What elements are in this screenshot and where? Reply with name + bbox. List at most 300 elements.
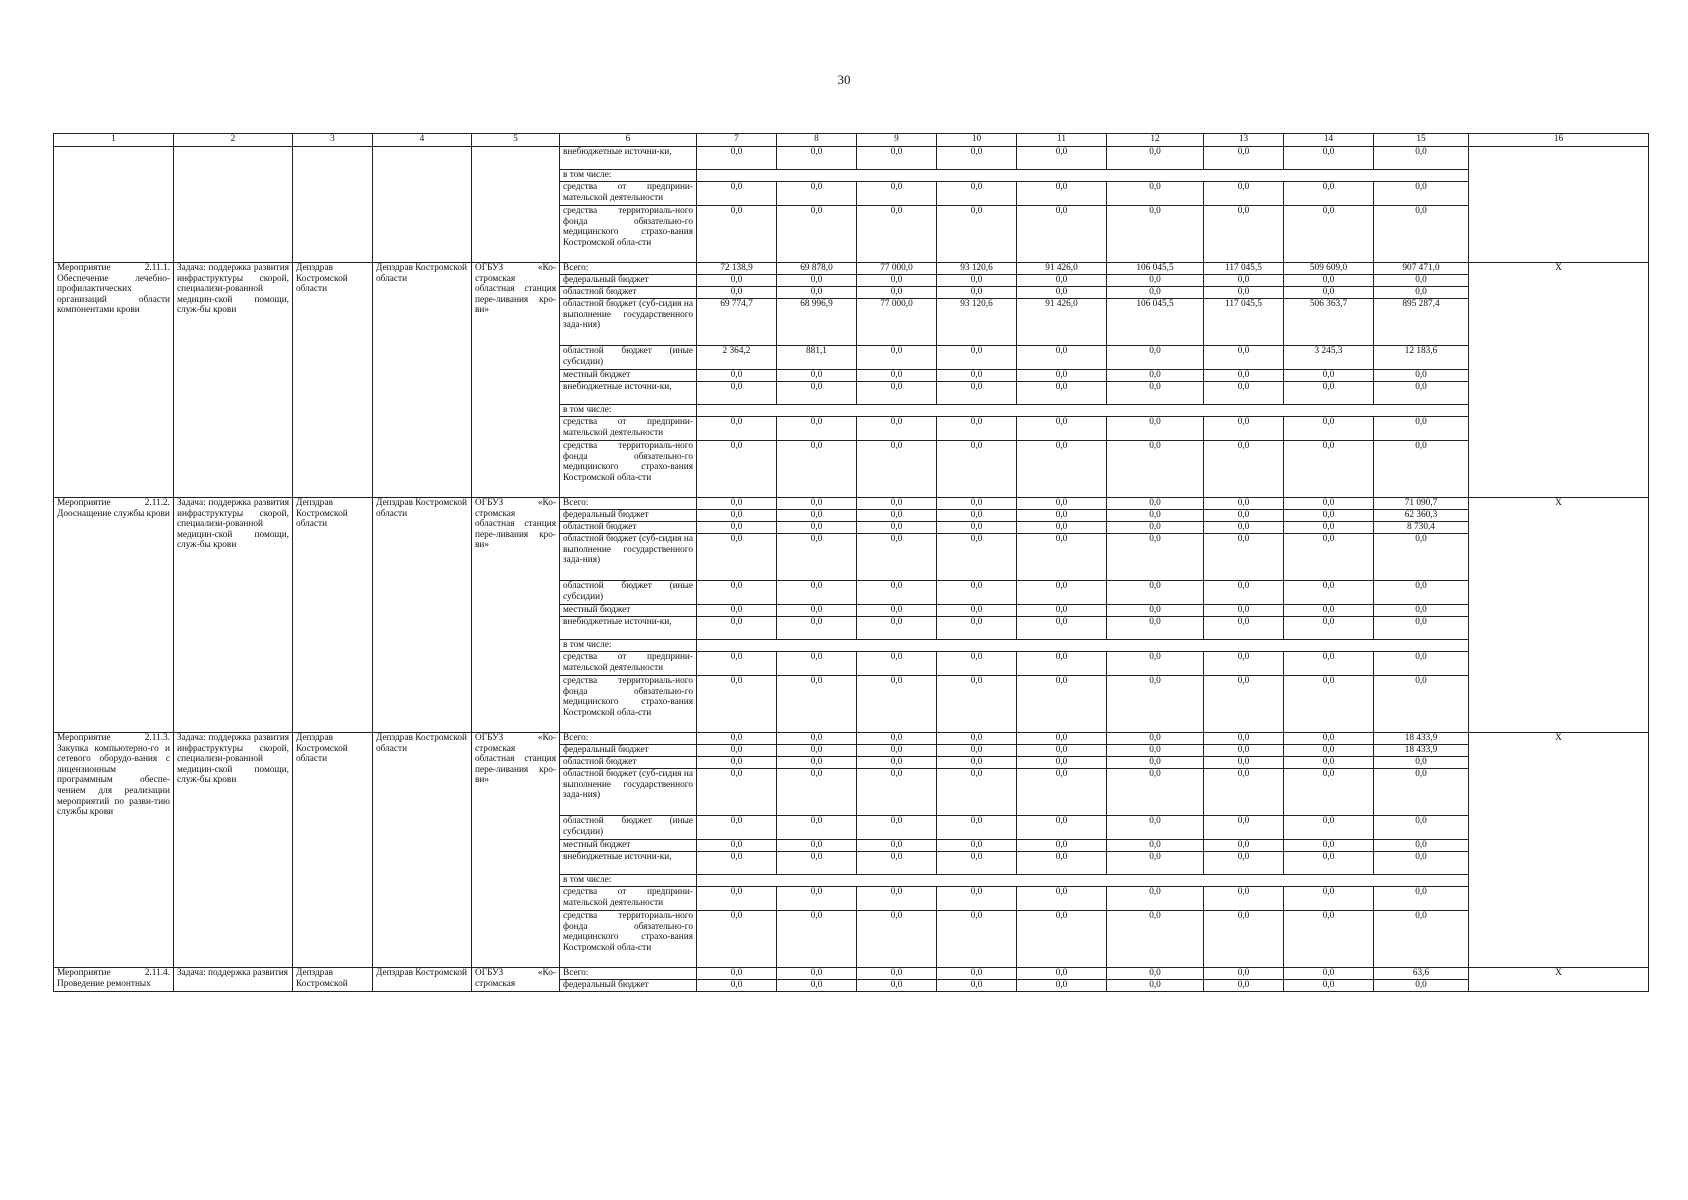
value-cell: 0,0 bbox=[697, 534, 777, 581]
continuation-blank bbox=[54, 147, 174, 263]
column-number: 5 bbox=[472, 134, 560, 147]
value-cell: 117 045,5 bbox=[1204, 299, 1284, 346]
value-cell: 0,0 bbox=[777, 370, 857, 382]
value-cell: 0,0 bbox=[937, 346, 1017, 370]
value-cell: 93 120,6 bbox=[937, 263, 1017, 275]
value-cell: 0,0 bbox=[1107, 441, 1204, 498]
measure-title: Мероприятие 2.11.1. Обеспечение лечебно-профилактических организаций области компонентами крови bbox=[54, 263, 174, 498]
continuation-blank bbox=[373, 147, 472, 263]
continuation-blank bbox=[293, 147, 373, 263]
value-cell: 0,0 bbox=[1284, 441, 1374, 498]
source-label: областной бюджет (иные субсидии) bbox=[560, 581, 697, 605]
value-cell: 0,0 bbox=[1107, 534, 1204, 581]
value-cell: 0,0 bbox=[1284, 852, 1374, 875]
value-cell: 0,0 bbox=[777, 182, 857, 206]
value-cell: 0,0 bbox=[777, 733, 857, 745]
value-cell: 0,0 bbox=[1017, 968, 1107, 980]
value-cell: 0,0 bbox=[937, 370, 1017, 382]
value-cell: 0,0 bbox=[1107, 887, 1204, 911]
source-label: областной бюджет (суб-сидия на выполнение государственного зада-ния) bbox=[560, 299, 697, 346]
value-cell: 117 045,5 bbox=[1204, 263, 1284, 275]
value-cell: 0,0 bbox=[697, 887, 777, 911]
column-number: 8 bbox=[777, 134, 857, 147]
source-label: местный бюджет bbox=[560, 370, 697, 382]
value-cell: 0,0 bbox=[1204, 676, 1284, 733]
value-cell: 0,0 bbox=[1204, 757, 1284, 769]
value-cell: 0,0 bbox=[1107, 652, 1204, 676]
source-label: внебюджетные источни-ки, bbox=[560, 147, 697, 170]
value-cell: 3 245,3 bbox=[1284, 346, 1374, 370]
column-number: 7 bbox=[697, 134, 777, 147]
value-cell: 0,0 bbox=[1107, 980, 1204, 992]
value-cell: 0,0 bbox=[857, 417, 937, 441]
value-cell: 77 000,0 bbox=[857, 263, 937, 275]
value-cell: 0,0 bbox=[857, 510, 937, 522]
value-cell: 0,0 bbox=[1284, 206, 1374, 263]
page-number: 30 bbox=[837, 72, 851, 87]
empty-values bbox=[697, 170, 1469, 182]
value-cell: 0,0 bbox=[1017, 498, 1107, 510]
value-cell: 0,0 bbox=[1017, 522, 1107, 534]
column-number: 11 bbox=[1017, 134, 1107, 147]
value-cell: 0,0 bbox=[777, 206, 857, 263]
value-cell: 0,0 bbox=[1017, 652, 1107, 676]
value-cell: 77 000,0 bbox=[857, 299, 937, 346]
value-cell: 0,0 bbox=[1284, 887, 1374, 911]
value-cell: 106 045,5 bbox=[1107, 263, 1204, 275]
column-number: 6 bbox=[560, 134, 697, 147]
value-cell: 0,0 bbox=[1107, 852, 1204, 875]
value-cell: 0,0 bbox=[1204, 980, 1284, 992]
value-cell: 0,0 bbox=[857, 382, 937, 405]
value-cell: 0,0 bbox=[1204, 275, 1284, 287]
value-cell: 0,0 bbox=[1107, 968, 1204, 980]
value-cell: 0,0 bbox=[857, 840, 937, 852]
value-cell: 0,0 bbox=[1107, 911, 1204, 968]
value-cell: 0,0 bbox=[1107, 382, 1204, 405]
value-cell: 0,0 bbox=[697, 769, 777, 816]
value-cell: 0,0 bbox=[1017, 852, 1107, 875]
value-cell: 0,0 bbox=[1284, 745, 1374, 757]
measure-col16: Х bbox=[1469, 733, 1649, 968]
value-cell: 0,0 bbox=[1284, 605, 1374, 617]
source-label: Всего: bbox=[560, 968, 697, 980]
value-cell: 0,0 bbox=[777, 498, 857, 510]
value-cell: 0,0 bbox=[697, 522, 777, 534]
value-cell: 0,0 bbox=[1204, 840, 1284, 852]
value-cell: 0,0 bbox=[1017, 275, 1107, 287]
value-cell: 0,0 bbox=[857, 968, 937, 980]
value-cell: 0,0 bbox=[697, 417, 777, 441]
value-cell: 0,0 bbox=[697, 605, 777, 617]
value-cell: 0,0 bbox=[1374, 757, 1469, 769]
column-number: 3 bbox=[293, 134, 373, 147]
value-cell: 0,0 bbox=[1374, 605, 1469, 617]
measure-col16: Х bbox=[1469, 968, 1649, 992]
measure-responsible: Депздрав Костромской области bbox=[293, 263, 373, 498]
value-cell: 0,0 bbox=[1204, 522, 1284, 534]
value-cell: 0,0 bbox=[1107, 287, 1204, 299]
value-cell: 0,0 bbox=[697, 652, 777, 676]
measure-responsible: Депздрав Костромской bbox=[293, 968, 373, 992]
column-number: 9 bbox=[857, 134, 937, 147]
value-cell: 0,0 bbox=[1107, 275, 1204, 287]
value-cell: 0,0 bbox=[937, 887, 1017, 911]
value-cell: 0,0 bbox=[777, 382, 857, 405]
value-cell: 509 609,0 bbox=[1284, 263, 1374, 275]
value-cell: 0,0 bbox=[857, 206, 937, 263]
measure-responsible: Депздрав Костромской области bbox=[293, 733, 373, 968]
value-cell: 0,0 bbox=[1284, 534, 1374, 581]
value-cell: 0,0 bbox=[1017, 980, 1107, 992]
value-cell: 0,0 bbox=[1374, 275, 1469, 287]
value-cell: 0,0 bbox=[1284, 652, 1374, 676]
value-cell: 0,0 bbox=[1204, 769, 1284, 816]
value-cell: 506 363,7 bbox=[1284, 299, 1374, 346]
value-cell: 69 878,0 bbox=[777, 263, 857, 275]
value-cell: 0,0 bbox=[697, 852, 777, 875]
value-cell: 0,0 bbox=[1284, 498, 1374, 510]
value-cell: 0,0 bbox=[1107, 733, 1204, 745]
value-cell: 0,0 bbox=[937, 605, 1017, 617]
value-cell: 0,0 bbox=[1204, 147, 1284, 170]
column-number: 4 bbox=[373, 134, 472, 147]
value-cell: 0,0 bbox=[1204, 733, 1284, 745]
source-label: средства территориаль-ного фонда обязательно-го медицинского страхо-вания Костромской обла-сти bbox=[560, 911, 697, 968]
source-label: в том числе: bbox=[560, 640, 697, 652]
value-cell: 0,0 bbox=[1284, 510, 1374, 522]
value-cell: 93 120,6 bbox=[937, 299, 1017, 346]
source-label: средства от предприни-мательской деятельности bbox=[560, 182, 697, 206]
value-cell: 0,0 bbox=[1017, 147, 1107, 170]
value-cell: 0,0 bbox=[857, 441, 937, 498]
source-label: Всего: bbox=[560, 498, 697, 510]
value-cell: 91 426,0 bbox=[1017, 299, 1107, 346]
measure-col16: Х bbox=[1469, 498, 1649, 733]
measure-coexecutor: Депздрав Костромской области bbox=[373, 263, 472, 498]
value-cell: 0,0 bbox=[937, 652, 1017, 676]
value-cell: 0,0 bbox=[1017, 757, 1107, 769]
value-cell: 0,0 bbox=[1374, 652, 1469, 676]
value-cell: 0,0 bbox=[1374, 617, 1469, 640]
value-cell: 8 730,4 bbox=[1374, 522, 1469, 534]
measure-responsible: Депздрав Костромской области bbox=[293, 498, 373, 733]
measure-row bbox=[54, 968, 1649, 980]
measure-institution: ОГБУЗ «Ко-стромская bbox=[472, 968, 560, 992]
value-cell: 0,0 bbox=[857, 346, 937, 370]
column-number: 12 bbox=[1107, 134, 1204, 147]
source-label: внебюджетные источни-ки, bbox=[560, 382, 697, 405]
source-label: в том числе: bbox=[560, 405, 697, 417]
value-cell: 0,0 bbox=[1374, 887, 1469, 911]
value-cell: 0,0 bbox=[777, 911, 857, 968]
value-cell: 0,0 bbox=[1284, 676, 1374, 733]
value-cell: 0,0 bbox=[937, 147, 1017, 170]
value-cell: 0,0 bbox=[1017, 581, 1107, 605]
measure-title: Мероприятие 2.11.2. Дооснащение службы крови bbox=[54, 498, 174, 733]
value-cell: 0,0 bbox=[1107, 182, 1204, 206]
value-cell: 0,0 bbox=[777, 968, 857, 980]
value-cell: 0,0 bbox=[937, 382, 1017, 405]
measure-title: Мероприятие 2.11.3. Закупка компьютерно-го и сетевого оборудо-вания с лицензионным программным обеспе-чением для реализации мероприятий по разви-тию службы крови bbox=[54, 733, 174, 968]
value-cell: 0,0 bbox=[937, 441, 1017, 498]
value-cell: 0,0 bbox=[857, 534, 937, 581]
value-cell: 0,0 bbox=[1204, 510, 1284, 522]
value-cell: 0,0 bbox=[777, 840, 857, 852]
value-cell: 0,0 bbox=[777, 652, 857, 676]
value-cell: 0,0 bbox=[1284, 182, 1374, 206]
value-cell: 0,0 bbox=[937, 206, 1017, 263]
value-cell: 907 471,0 bbox=[1374, 263, 1469, 275]
value-cell: 0,0 bbox=[1374, 206, 1469, 263]
value-cell: 0,0 bbox=[1107, 745, 1204, 757]
value-cell: 0,0 bbox=[1017, 911, 1107, 968]
source-label: средства территориаль-ного фонда обязательно-го медицинского страхо-вания Костромской обла-сти bbox=[560, 441, 697, 498]
value-cell: 0,0 bbox=[777, 617, 857, 640]
value-cell: 0,0 bbox=[857, 147, 937, 170]
measure-institution: ОГБУЗ «Ко-стромская областная станция пере-ливания кро-ви» bbox=[472, 733, 560, 968]
value-cell: 0,0 bbox=[1107, 676, 1204, 733]
source-label: областной бюджет (иные субсидии) bbox=[560, 816, 697, 840]
source-label: местный бюджет bbox=[560, 840, 697, 852]
column-number: 1 bbox=[54, 134, 174, 147]
value-cell: 0,0 bbox=[1107, 417, 1204, 441]
value-cell: 0,0 bbox=[1284, 275, 1374, 287]
source-label: областной бюджет bbox=[560, 287, 697, 299]
value-cell: 0,0 bbox=[937, 968, 1017, 980]
value-cell: 0,0 bbox=[777, 534, 857, 581]
source-label: местный бюджет bbox=[560, 605, 697, 617]
measure-institution: ОГБУЗ «Ко-стромская областная станция пере-ливания кро-ви» bbox=[472, 498, 560, 733]
value-cell: 0,0 bbox=[1374, 417, 1469, 441]
source-label: средства от предприни-мательской деятельности bbox=[560, 417, 697, 441]
header-row bbox=[54, 134, 1649, 147]
measure-task: Задача: поддержка развития инфраструктуры скорой, специализи-рованной медицин-ской помощи, служ-бы крови bbox=[174, 498, 293, 733]
value-cell: 0,0 bbox=[937, 676, 1017, 733]
value-cell: 0,0 bbox=[1017, 206, 1107, 263]
value-cell: 0,0 bbox=[1204, 382, 1284, 405]
value-cell: 0,0 bbox=[777, 147, 857, 170]
empty-values bbox=[697, 640, 1469, 652]
value-cell: 0,0 bbox=[937, 852, 1017, 875]
column-number: 16 bbox=[1469, 134, 1649, 147]
measure-row bbox=[54, 498, 1649, 510]
value-cell: 69 774,7 bbox=[697, 299, 777, 346]
value-cell: 0,0 bbox=[1284, 757, 1374, 769]
value-cell: 0,0 bbox=[1204, 370, 1284, 382]
value-cell: 0,0 bbox=[937, 733, 1017, 745]
continuation-col16 bbox=[1469, 147, 1649, 263]
value-cell: 0,0 bbox=[937, 745, 1017, 757]
value-cell: 0,0 bbox=[937, 510, 1017, 522]
value-cell: 0,0 bbox=[1284, 417, 1374, 441]
value-cell: 0,0 bbox=[697, 980, 777, 992]
value-cell: 0,0 bbox=[857, 581, 937, 605]
column-number: 10 bbox=[937, 134, 1017, 147]
source-label: областной бюджет (иные субсидии) bbox=[560, 346, 697, 370]
value-cell: 0,0 bbox=[1374, 534, 1469, 581]
value-cell: 0,0 bbox=[1284, 522, 1374, 534]
value-cell: 0,0 bbox=[1284, 733, 1374, 745]
value-cell: 0,0 bbox=[1374, 441, 1469, 498]
value-cell: 0,0 bbox=[857, 522, 937, 534]
value-cell: 0,0 bbox=[1204, 441, 1284, 498]
measure-institution: ОГБУЗ «Ко-стромская областная станция пере-ливания кро-ви» bbox=[472, 263, 560, 498]
value-cell: 0,0 bbox=[1107, 147, 1204, 170]
source-label: внебюджетные источни-ки, bbox=[560, 852, 697, 875]
value-cell: 0,0 bbox=[937, 617, 1017, 640]
measure-task: Задача: поддержка развития инфраструктуры скорой, специализи-рованной медицин-ской помощи, служ-бы крови bbox=[174, 733, 293, 968]
value-cell: 0,0 bbox=[1017, 534, 1107, 581]
value-cell: 0,0 bbox=[697, 370, 777, 382]
value-cell: 0,0 bbox=[1107, 522, 1204, 534]
value-cell: 0,0 bbox=[857, 745, 937, 757]
value-cell: 0,0 bbox=[1204, 605, 1284, 617]
measure-coexecutor: Депздрав Костромской области bbox=[373, 733, 472, 968]
value-cell: 0,0 bbox=[1107, 498, 1204, 510]
value-cell: 881,1 bbox=[777, 346, 857, 370]
value-cell: 0,0 bbox=[1107, 370, 1204, 382]
value-cell: 0,0 bbox=[1204, 346, 1284, 370]
value-cell: 0,0 bbox=[1374, 769, 1469, 816]
source-label: федеральный бюджет bbox=[560, 275, 697, 287]
value-cell: 0,0 bbox=[1107, 757, 1204, 769]
value-cell: 0,0 bbox=[1204, 287, 1284, 299]
value-cell: 0,0 bbox=[857, 816, 937, 840]
value-cell: 0,0 bbox=[1374, 147, 1469, 170]
empty-values bbox=[697, 405, 1469, 417]
value-cell: 0,0 bbox=[1374, 382, 1469, 405]
value-cell: 68 996,9 bbox=[777, 299, 857, 346]
value-cell: 0,0 bbox=[697, 911, 777, 968]
value-cell: 0,0 bbox=[777, 769, 857, 816]
value-cell: 0,0 bbox=[857, 887, 937, 911]
measure-coexecutor: Депздрав Костромской области bbox=[373, 498, 472, 733]
column-number: 13 bbox=[1204, 134, 1284, 147]
value-cell: 0,0 bbox=[857, 275, 937, 287]
value-cell: 0,0 bbox=[1204, 852, 1284, 875]
source-label: областной бюджет bbox=[560, 757, 697, 769]
value-cell: 0,0 bbox=[1017, 510, 1107, 522]
value-cell: 0,0 bbox=[1374, 840, 1469, 852]
value-cell: 0,0 bbox=[1204, 182, 1284, 206]
value-cell: 0,0 bbox=[937, 417, 1017, 441]
value-cell: 0,0 bbox=[697, 745, 777, 757]
value-cell: 0,0 bbox=[937, 522, 1017, 534]
value-cell: 0,0 bbox=[777, 816, 857, 840]
value-cell: 0,0 bbox=[697, 182, 777, 206]
value-cell: 0,0 bbox=[777, 287, 857, 299]
source-label: Всего: bbox=[560, 733, 697, 745]
value-cell: 0,0 bbox=[1284, 147, 1374, 170]
continuation-row bbox=[54, 147, 1649, 170]
value-cell: 0,0 bbox=[697, 206, 777, 263]
value-cell: 0,0 bbox=[1374, 852, 1469, 875]
source-label: средства территориаль-ного фонда обязательно-го медицинского страхо-вания Костромской обла-сти bbox=[560, 676, 697, 733]
value-cell: 0,0 bbox=[1017, 417, 1107, 441]
value-cell: 0,0 bbox=[1284, 840, 1374, 852]
continuation-blank bbox=[472, 147, 560, 263]
value-cell: 106 045,5 bbox=[1107, 299, 1204, 346]
value-cell: 0,0 bbox=[1204, 206, 1284, 263]
value-cell: 0,0 bbox=[1017, 769, 1107, 816]
value-cell: 0,0 bbox=[937, 769, 1017, 816]
value-cell: 0,0 bbox=[697, 840, 777, 852]
value-cell: 0,0 bbox=[1284, 769, 1374, 816]
measure-row bbox=[54, 733, 1649, 745]
source-label: областной бюджет bbox=[560, 522, 697, 534]
value-cell: 0,0 bbox=[1204, 417, 1284, 441]
value-cell: 0,0 bbox=[1374, 182, 1469, 206]
value-cell: 0,0 bbox=[857, 287, 937, 299]
measure-title: Мероприятие 2.11.4. Проведение ремонтных bbox=[54, 968, 174, 992]
value-cell: 0,0 bbox=[857, 769, 937, 816]
value-cell: 0,0 bbox=[1284, 816, 1374, 840]
value-cell: 0,0 bbox=[937, 757, 1017, 769]
value-cell: 0,0 bbox=[1017, 733, 1107, 745]
column-number: 15 bbox=[1374, 134, 1469, 147]
value-cell: 0,0 bbox=[697, 275, 777, 287]
source-label: внебюджетные источни-ки, bbox=[560, 617, 697, 640]
value-cell: 0,0 bbox=[1204, 498, 1284, 510]
value-cell: 12 183,6 bbox=[1374, 346, 1469, 370]
source-label: областной бюджет (суб-сидия на выполнение государственного зада-ния) bbox=[560, 534, 697, 581]
value-cell: 0,0 bbox=[697, 676, 777, 733]
value-cell: 0,0 bbox=[777, 757, 857, 769]
value-cell: 0,0 bbox=[1017, 441, 1107, 498]
value-cell: 0,0 bbox=[777, 275, 857, 287]
value-cell: 0,0 bbox=[697, 733, 777, 745]
value-cell: 0,0 bbox=[1017, 676, 1107, 733]
value-cell: 0,0 bbox=[1284, 968, 1374, 980]
value-cell: 0,0 bbox=[777, 581, 857, 605]
value-cell: 18 433,9 bbox=[1374, 733, 1469, 745]
value-cell: 0,0 bbox=[1374, 676, 1469, 733]
value-cell: 0,0 bbox=[1017, 745, 1107, 757]
value-cell: 0,0 bbox=[697, 147, 777, 170]
value-cell: 0,0 bbox=[1017, 370, 1107, 382]
value-cell: 0,0 bbox=[1107, 510, 1204, 522]
value-cell: 0,0 bbox=[777, 522, 857, 534]
value-cell: 0,0 bbox=[1017, 816, 1107, 840]
value-cell: 0,0 bbox=[1204, 887, 1284, 911]
value-cell: 0,0 bbox=[1107, 840, 1204, 852]
value-cell: 0,0 bbox=[777, 980, 857, 992]
budget-table bbox=[53, 133, 1649, 992]
value-cell: 0,0 bbox=[1374, 911, 1469, 968]
value-cell: 0,0 bbox=[1284, 581, 1374, 605]
value-cell: 0,0 bbox=[697, 287, 777, 299]
source-label: федеральный бюджет bbox=[560, 745, 697, 757]
value-cell: 0,0 bbox=[1107, 769, 1204, 816]
value-cell: 0,0 bbox=[1017, 182, 1107, 206]
value-cell: 0,0 bbox=[937, 287, 1017, 299]
value-cell: 0,0 bbox=[937, 182, 1017, 206]
value-cell: 0,0 bbox=[1374, 581, 1469, 605]
value-cell: 72 138,9 bbox=[697, 263, 777, 275]
value-cell: 0,0 bbox=[697, 757, 777, 769]
value-cell: 0,0 bbox=[1204, 534, 1284, 581]
value-cell: 0,0 bbox=[937, 534, 1017, 581]
measure-coexecutor: Депздрав Костромской bbox=[373, 968, 472, 992]
value-cell: 0,0 bbox=[1107, 605, 1204, 617]
value-cell: 0,0 bbox=[1017, 617, 1107, 640]
value-cell: 0,0 bbox=[857, 617, 937, 640]
value-cell: 0,0 bbox=[937, 840, 1017, 852]
value-cell: 0,0 bbox=[937, 498, 1017, 510]
measure-row bbox=[54, 263, 1649, 275]
value-cell: 0,0 bbox=[1017, 887, 1107, 911]
